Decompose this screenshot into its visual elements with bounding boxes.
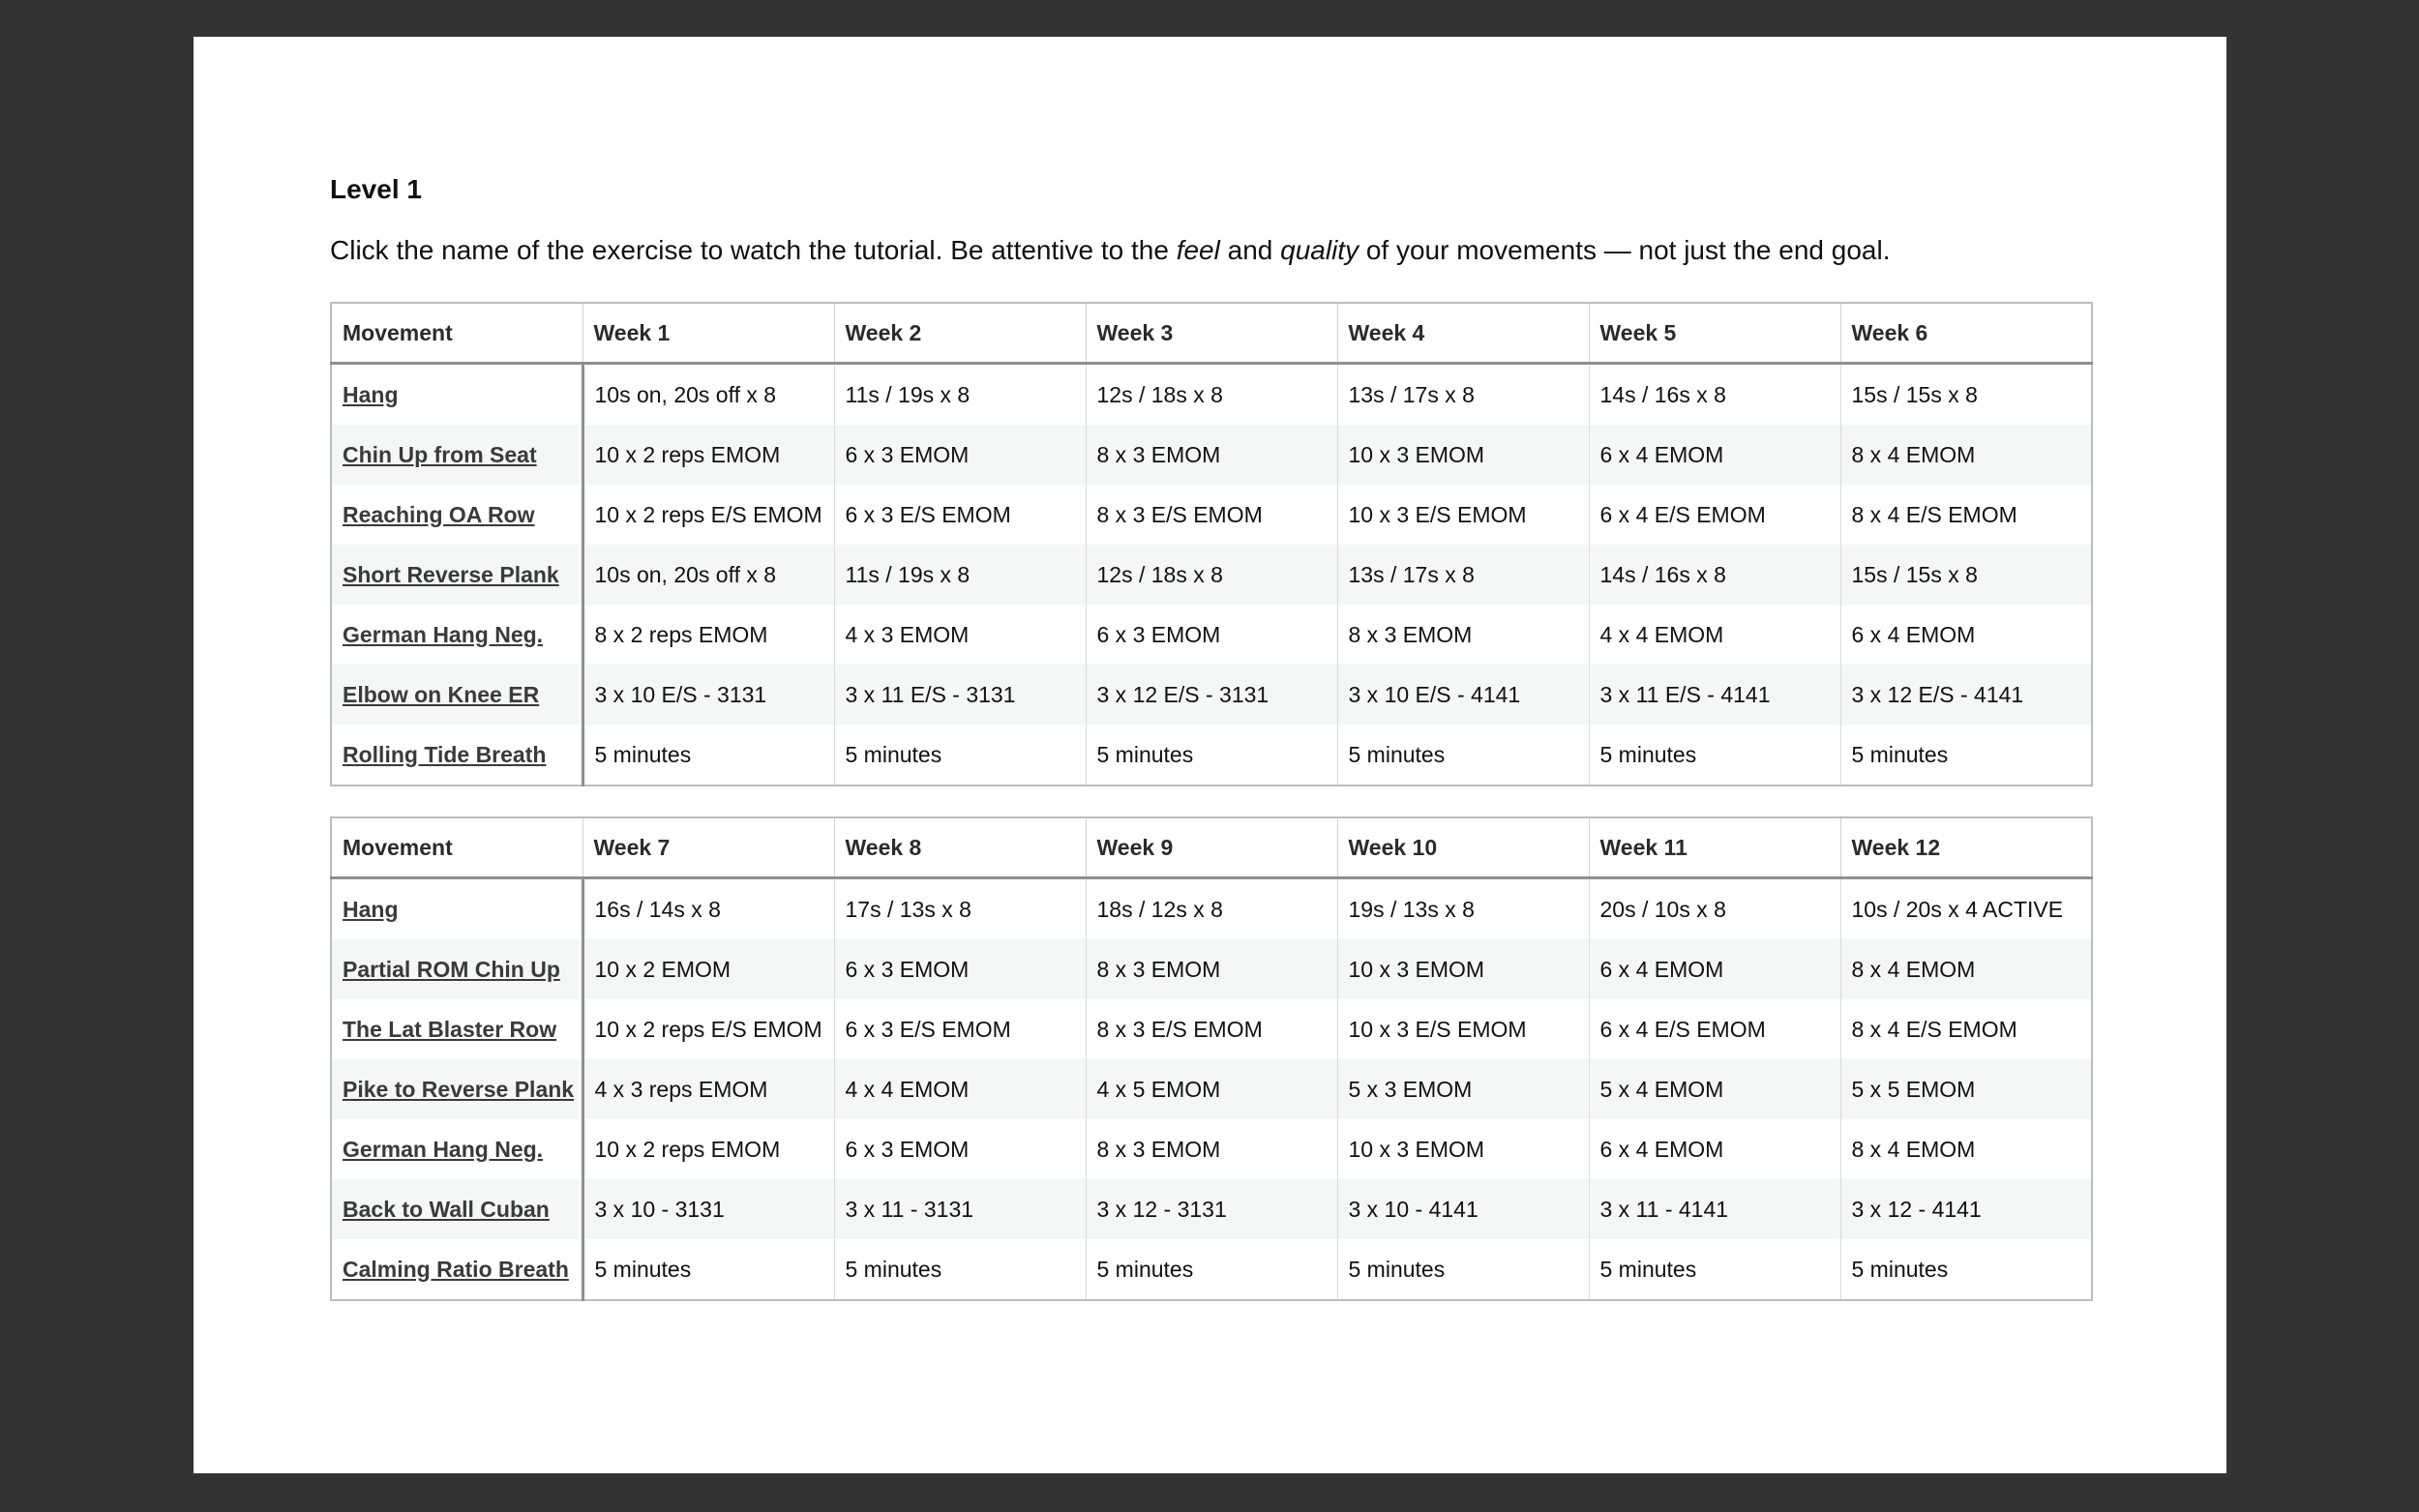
week-cell: 4 x 3 reps EMOM [582,1059,834,1119]
exercise-tutorial-link[interactable]: Hang [343,896,399,922]
table-row [331,665,2092,725]
intro-emphasis-quality: quality [1280,235,1359,265]
week-cell: 14s / 16s x 8 [1589,364,1840,426]
level-heading: Level 1 [330,174,422,204]
column-header-week: Week 5 [1589,303,1840,364]
week-cell: 5 minutes [1840,725,2092,786]
week-cell: 3 x 12 E/S - 4141 [1840,665,2092,725]
table-row [331,1119,2092,1179]
week-cell: 6 x 4 E/S EMOM [1589,999,1840,1059]
week-cell: 5 minutes [582,1239,834,1300]
exercise-tutorial-link[interactable]: Short Reverse Plank [343,561,559,587]
movement-cell [331,1059,582,1119]
week-cell: 6 x 3 E/S EMOM [834,485,1086,545]
column-header-week: Week 2 [834,303,1086,364]
movement-cell [331,939,582,999]
document-page [194,37,2226,1473]
week-cell: 5 x 5 EMOM [1840,1059,2092,1119]
week-cell: 3 x 10 E/S - 3131 [582,665,834,725]
week-cell: 8 x 3 EMOM [1337,605,1589,665]
week-cell: 19s / 13s x 8 [1337,878,1589,940]
week-cell: 6 x 4 E/S EMOM [1589,485,1840,545]
week-cell: 17s / 13s x 8 [834,878,1086,940]
week-cell: 5 minutes [1337,1239,1589,1300]
week-cell: 15s / 15s x 8 [1840,364,2092,426]
intro-emphasis-feel: feel [1176,235,1220,265]
week-cell: 8 x 3 EMOM [1086,425,1337,485]
table-row [331,878,2092,940]
week-cell: 8 x 4 EMOM [1840,425,2092,485]
week-cell: 10s on, 20s off x 8 [582,545,834,605]
week-cell: 5 minutes [1086,1239,1337,1300]
movement-cell [331,878,582,940]
week-cell: 10 x 3 EMOM [1337,425,1589,485]
week-cell: 8 x 4 EMOM [1840,1119,2092,1179]
week-cell: 10 x 3 E/S EMOM [1337,999,1589,1059]
exercise-tutorial-link[interactable]: Rolling Tide Breath [343,741,547,767]
week-cell: 6 x 3 EMOM [1086,605,1337,665]
week-cell: 15s / 15s x 8 [1840,545,2092,605]
column-header-week: Week 7 [582,817,834,878]
week-cell: 10 x 3 EMOM [1337,1119,1589,1179]
table-row [331,1239,2092,1300]
column-header-week: Week 8 [834,817,1086,878]
column-header-week: Week 11 [1589,817,1840,878]
week-cell: 3 x 10 E/S - 4141 [1337,665,1589,725]
table-row [331,425,2092,485]
week-cell: 4 x 4 EMOM [1589,605,1840,665]
week-cell: 8 x 3 E/S EMOM [1086,485,1337,545]
intro-part-3: of your movements — not just the end goal. [1359,235,1891,265]
table-row [331,999,2092,1059]
week-cell: 10 x 3 EMOM [1337,939,1589,999]
week-cell: 8 x 3 EMOM [1086,939,1337,999]
table-row [331,485,2092,545]
column-header-week: Week 9 [1086,817,1337,878]
week-cell: 10 x 2 reps EMOM [582,425,834,485]
week-cell: 5 minutes [1589,1239,1840,1300]
week-cell: 16s / 14s x 8 [582,878,834,940]
column-header-week: Week 6 [1840,303,2092,364]
table-row [331,725,2092,786]
table-header-row [331,817,2092,878]
exercise-tutorial-link[interactable]: Reaching OA Row [343,501,535,527]
week-cell: 6 x 3 EMOM [834,1119,1086,1179]
table-body [331,364,2092,786]
week-cell: 5 minutes [834,1239,1086,1300]
week-cell: 5 minutes [834,725,1086,786]
table-body [331,878,2092,1301]
week-cell: 10 x 2 reps E/S EMOM [582,485,834,545]
exercise-tutorial-link[interactable]: Elbow on Knee ER [343,681,540,707]
week-cell: 5 minutes [1589,725,1840,786]
week-cell: 8 x 2 reps EMOM [582,605,834,665]
column-header-week: Week 3 [1086,303,1337,364]
week-cell: 10 x 3 E/S EMOM [1337,485,1589,545]
intro-part-1: Click the name of the exercise to watch the tutorial. Be attentive to the [330,235,1177,265]
week-cell: 6 x 4 EMOM [1589,939,1840,999]
week-cell: 5 minutes [1086,725,1337,786]
week-cell: 6 x 4 EMOM [1589,425,1840,485]
week-cell: 8 x 3 E/S EMOM [1086,999,1337,1059]
week-cell: 8 x 4 EMOM [1840,939,2092,999]
week-cell: 3 x 12 E/S - 3131 [1086,665,1337,725]
week-cell: 3 x 12 - 3131 [1086,1179,1337,1239]
week-cell: 5 minutes [582,725,834,786]
table-header-row [331,303,2092,364]
week-cell: 3 x 12 - 4141 [1840,1179,2092,1239]
table-row [331,1179,2092,1239]
column-header-week: Week 12 [1840,817,2092,878]
week-cell: 4 x 3 EMOM [834,605,1086,665]
movement-cell [331,1239,582,1300]
week-cell: 8 x 3 EMOM [1086,1119,1337,1179]
movement-cell [331,425,582,485]
exercise-tutorial-link[interactable]: German Hang Neg. [343,1136,544,1162]
week-cell: 6 x 4 EMOM [1840,605,2092,665]
week-cell: 5 minutes [1337,725,1589,786]
table-row [331,605,2092,665]
week-cell: 5 x 3 EMOM [1337,1059,1589,1119]
movement-cell [331,605,582,665]
column-header-week: Week 4 [1337,303,1589,364]
column-header-movement: Movement [331,817,582,878]
week-cell: 18s / 12s x 8 [1086,878,1337,940]
exercise-tutorial-link[interactable]: Back to Wall Cuban [343,1196,550,1222]
column-header-week: Week 1 [582,303,834,364]
week-cell: 3 x 11 E/S - 3131 [834,665,1086,725]
movement-cell [331,1179,582,1239]
week-cell: 12s / 18s x 8 [1086,545,1337,605]
week-cell: 11s / 19s x 8 [834,364,1086,426]
table-row [331,1059,2092,1119]
week-cell: 6 x 4 EMOM [1589,1119,1840,1179]
exercise-tutorial-link[interactable]: Chin Up from Seat [343,441,537,467]
week-cell: 3 x 10 - 4141 [1337,1179,1589,1239]
movement-cell [331,545,582,605]
week-cell: 6 x 3 EMOM [834,939,1086,999]
table-row [331,545,2092,605]
schedule-table-weeks-7-12 [330,816,2093,1301]
exercise-tutorial-link[interactable]: Hang [343,381,399,407]
week-cell: 12s / 18s x 8 [1086,364,1337,426]
week-cell: 6 x 3 E/S EMOM [834,999,1086,1059]
week-cell: 14s / 16s x 8 [1589,545,1840,605]
week-cell: 3 x 11 E/S - 4141 [1589,665,1840,725]
week-cell: 10 x 2 reps EMOM [582,1119,834,1179]
movement-cell [331,364,582,426]
exercise-tutorial-link[interactable]: The Lat Blaster Row [343,1016,557,1042]
week-cell: 5 x 4 EMOM [1589,1059,1840,1119]
movement-cell [331,485,582,545]
week-cell: 3 x 10 - 3131 [582,1179,834,1239]
column-header-movement: Movement [331,303,582,364]
table-row [331,364,2092,426]
week-cell: 20s / 10s x 8 [1589,878,1840,940]
schedule-table-weeks-1-6 [330,302,2093,786]
week-cell: 5 minutes [1840,1239,2092,1300]
movement-cell [331,725,582,786]
week-cell: 8 x 4 E/S EMOM [1840,485,2092,545]
intro-part-2: and [1219,235,1281,265]
intro-text [330,234,1890,267]
week-cell: 10s on, 20s off x 8 [582,364,834,426]
week-cell: 11s / 19s x 8 [834,545,1086,605]
movement-cell [331,1119,582,1179]
week-cell: 4 x 4 EMOM [834,1059,1086,1119]
week-cell: 3 x 11 - 3131 [834,1179,1086,1239]
week-cell: 13s / 17s x 8 [1337,545,1589,605]
exercise-tutorial-link[interactable]: Pike to Reverse Plank [343,1076,575,1102]
column-header-week: Week 10 [1337,817,1589,878]
week-cell: 10 x 2 reps E/S EMOM [582,999,834,1059]
week-cell: 13s / 17s x 8 [1337,364,1589,426]
week-cell: 10 x 2 EMOM [582,939,834,999]
exercise-tutorial-link[interactable]: Calming Ratio Breath [343,1256,569,1282]
week-cell: 10s / 20s x 4 ACTIVE [1840,878,2092,940]
week-cell: 3 x 11 - 4141 [1589,1179,1840,1239]
movement-cell [331,665,582,725]
week-cell: 4 x 5 EMOM [1086,1059,1337,1119]
exercise-tutorial-link[interactable]: German Hang Neg. [343,621,544,647]
week-cell: 8 x 4 E/S EMOM [1840,999,2092,1059]
movement-cell [331,999,582,1059]
exercise-tutorial-link[interactable]: Partial ROM Chin Up [343,956,560,982]
week-cell: 6 x 3 EMOM [834,425,1086,485]
table-row [331,939,2092,999]
